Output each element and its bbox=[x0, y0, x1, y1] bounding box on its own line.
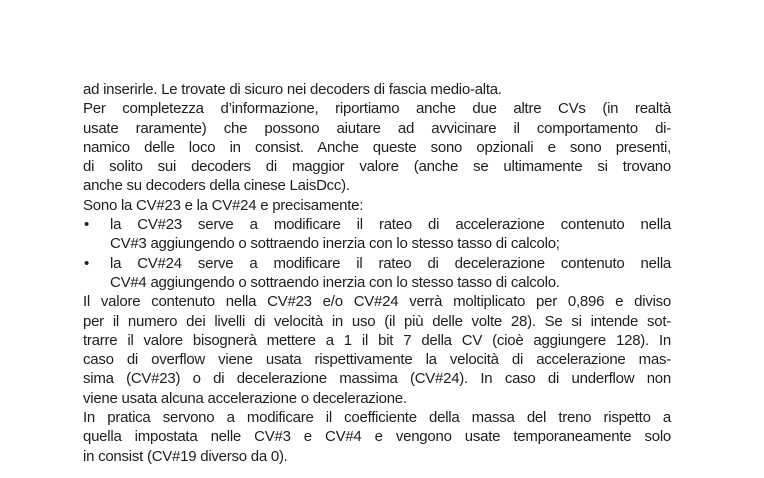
bullet-line-text: la CV#23 serve a modificare il rateo di accelerazione contenuto nella bbox=[110, 216, 671, 234]
text-line: ad inserirle. Le trovate di sicuro nei decoders di fascia medio-alta. bbox=[83, 81, 502, 98]
text-line: usate raramente) che possono aiutare ad avvicinare il comportamento di- bbox=[83, 119, 671, 137]
text-line: di solito sui decoders di maggior valore (anche se ultimamente si trovano bbox=[83, 158, 671, 176]
text-line: per il numero dei livelli di velocità in uso (il più delle volte 28). Se si intende sot- bbox=[83, 312, 671, 330]
text-line: In pratica servono a modificare il coefficiente della massa del treno rispetto a bbox=[83, 409, 671, 427]
text-line: viene usata alcuna accelerazione o decelerazione. bbox=[83, 389, 407, 407]
bullet-icon: • bbox=[84, 216, 90, 234]
bullet-icon: • bbox=[84, 254, 90, 272]
text-line: Sono la CV#23 e la CV#24 e precisamente: bbox=[83, 196, 364, 214]
text-line bbox=[83, 215, 671, 234]
text-line: Il valore contenuto nella CV#23 e/o CV#24 verrà moltiplicato per 0,896 e diviso bbox=[83, 293, 671, 311]
text-line: sima (CV#23) o di decelerazione massima (CV#24). In caso di underflow non bbox=[83, 370, 671, 388]
text-line: in consist (CV#19 diverso da 0). bbox=[83, 447, 288, 465]
text-line: quella impostata nelle CV#3 e CV#4 e vengono usate temporaneamente solo bbox=[83, 428, 671, 446]
text-line: trarre il valore bisognerà mettere a 1 il bit 7 della CV (cioè aggiungere 128). In bbox=[83, 331, 671, 349]
text-line: Per completezza d’informazione, riportiamo anche due altre CVs (in realtà bbox=[83, 100, 671, 118]
text-line: caso di overflow viene usata rispettivamente la velocità di accelerazione mas- bbox=[83, 351, 671, 369]
text-line: CV#3 aggiungendo o sottraendo inerzia con lo stesso tasso di calcolo; bbox=[110, 235, 560, 253]
text-line: anche su decoders della cinese LaisDcc). bbox=[83, 177, 350, 195]
bullet-line-text: la CV#24 serve a modificare il rateo di decelerazione contenuto nella bbox=[110, 254, 671, 272]
body-text-block bbox=[83, 80, 671, 466]
text-line: CV#4 aggiungendo o sottraendo inerzia con lo stesso tasso di calcolo. bbox=[110, 273, 560, 291]
text-line bbox=[83, 254, 671, 273]
text-line: namico delle loco in consist. Anche queste sono opzionali e sono presenti, bbox=[83, 138, 671, 156]
